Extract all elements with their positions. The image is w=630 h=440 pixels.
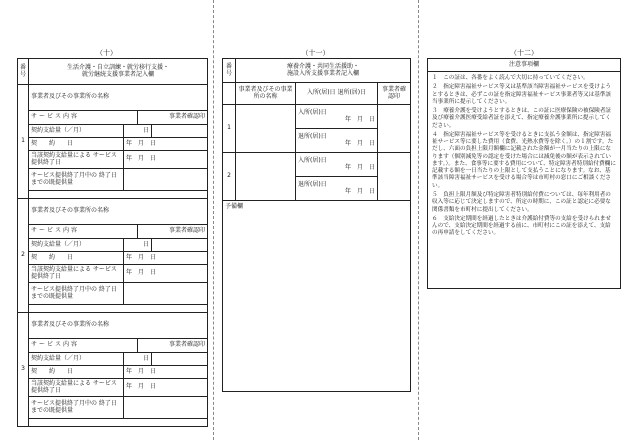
end-date-label: 当該契約支給量による サービス提供終了日 bbox=[29, 379, 124, 397]
table-title: 療養介護・共同生活援助・ 施設入所支援事業者記入欄 bbox=[236, 59, 411, 83]
panel-10 bbox=[0, 0, 213, 440]
end-date-label: 当該契約支給量による サービス提供終了日 bbox=[29, 265, 124, 283]
blank-header bbox=[223, 83, 236, 105]
service-label: サービス内容 bbox=[29, 111, 138, 125]
block-number: 2 bbox=[18, 199, 29, 313]
end-date-label: 当該契約支給量による サービス提供終了日 bbox=[29, 151, 124, 169]
notes-box bbox=[427, 58, 621, 289]
contract-date-label: 契 約 日 bbox=[29, 252, 124, 265]
note-item: ４ 指定障害福祉サービス等を受けるときに支払う金額は、指定障害福祉サービス等に要した費用（食費、光熱水費等を除く。）の１割です。ただし、六面の負担上限月額欄に記載された金額が一月当たりの上限になります（個別減免等の認定を受けた場合には減免後の額が表示されています。）。また、食事等に要する費用について、特定障害者特別給付費欄に記載する額を一日当たりの上限として支払うことになります。なお、基準該当障害福祉サービスを受ける場合等は市町村の窓口にご相談ください。 bbox=[432, 131, 616, 189]
service-label: サービス内容 bbox=[29, 339, 138, 353]
seal-box[interactable] bbox=[378, 153, 411, 201]
midmonth-label: サービス提供終了月中の 終了日までの既提供量 bbox=[29, 283, 124, 305]
notes-title: 注意事項欄 bbox=[428, 59, 620, 72]
provider-name-field[interactable]: 事業者及びその事業所の名称 bbox=[29, 85, 208, 111]
spacer-row bbox=[29, 419, 208, 427]
admission-table bbox=[222, 58, 411, 392]
amount-field[interactable] bbox=[124, 283, 208, 305]
provider-name-field[interactable] bbox=[236, 105, 296, 153]
row-number: 1 bbox=[223, 105, 236, 153]
reserve-label: 予備欄 bbox=[225, 203, 244, 210]
col-header-number: 番号 bbox=[223, 59, 236, 83]
page-number: （十二） bbox=[510, 49, 538, 57]
admission-date-field[interactable]: 入所(居)日 年 月 日 bbox=[296, 105, 378, 129]
provider-record-table bbox=[17, 58, 208, 427]
seal-box[interactable] bbox=[378, 105, 411, 153]
contract-date-label: 契 約 日 bbox=[29, 138, 124, 151]
seal-box[interactable] bbox=[152, 239, 208, 252]
note-item: ３ 療養介護を受けようとするときは、この証に医療保険の被保険者証及び療養介護医療受給者証を添えて、指定療養介護事業所に提示してください。 bbox=[432, 108, 612, 129]
seal-box[interactable] bbox=[152, 353, 208, 366]
date-field[interactable]: 年 月 日 bbox=[124, 138, 208, 151]
seal-box[interactable] bbox=[152, 125, 208, 138]
note-item: ２ 指定障害福祉サービス等又は基準該当障害福祉サービスを受けようとするときは、必ずこの証を指定障害福祉サービス事業者等又は基準該当事業所に提示してください。 bbox=[432, 84, 612, 105]
contract-amount-label: 契約支給量（／月） bbox=[29, 125, 124, 138]
date-field[interactable]: 年 月 日 bbox=[124, 379, 208, 397]
page-number: （十一） bbox=[301, 49, 330, 57]
col-header-number: 番号 bbox=[18, 59, 29, 85]
reserve-section[interactable] bbox=[223, 201, 411, 392]
service-label: サービス内容 bbox=[29, 225, 138, 239]
date-field[interactable]: 年 月 日 bbox=[124, 252, 208, 265]
contract-date-label: 契 約 日 bbox=[29, 366, 124, 379]
header-provider: 事業者及びその事業所の名称 bbox=[236, 83, 296, 105]
spacer-row bbox=[29, 191, 208, 199]
amount-field[interactable] bbox=[124, 169, 208, 191]
amount-field[interactable] bbox=[124, 397, 208, 419]
provider-name-field[interactable] bbox=[236, 153, 296, 201]
seal-label: 事業者確認印 bbox=[138, 225, 208, 239]
row-number: 2 bbox=[223, 153, 236, 201]
contract-amount-label: 契約支給量（／月） bbox=[29, 239, 124, 252]
spacer-row bbox=[29, 305, 208, 313]
panel-11 bbox=[213, 0, 418, 440]
day-unit: 日 bbox=[124, 239, 152, 252]
discharge-date-field[interactable]: 退所(居)日 年 月 日 bbox=[296, 129, 378, 153]
block-number: 3 bbox=[18, 313, 29, 427]
notes-list bbox=[428, 72, 620, 243]
seal-label: 事業者確認印 bbox=[138, 339, 208, 353]
note-item: １ この証は、各番をよく読んで大切に持っていてください。 bbox=[432, 75, 589, 81]
day-unit: 日 bbox=[124, 125, 152, 138]
discharge-date-field[interactable]: 退所(居)日 年 月 日 bbox=[296, 177, 378, 201]
date-field[interactable]: 年 月 日 bbox=[124, 265, 208, 283]
day-unit: 日 bbox=[124, 353, 152, 366]
panel-12 bbox=[418, 0, 630, 440]
midmonth-label: サービス提供終了月中の 終了日までの既提供量 bbox=[29, 169, 124, 191]
block-number: 1 bbox=[18, 85, 29, 199]
date-field[interactable]: 年 月 日 bbox=[124, 366, 208, 379]
header-seal: 事業者確認印 bbox=[378, 83, 411, 105]
table-title: 生活介護・自立訓練・就労移行支援・ 就労継続支援事業者記入欄 bbox=[29, 59, 208, 85]
date-field[interactable]: 年 月 日 bbox=[124, 151, 208, 169]
admission-date-field[interactable]: 入所(居)日 年 月 日 bbox=[296, 153, 378, 177]
provider-name-field[interactable]: 事業者及びその事業所の名称 bbox=[29, 199, 208, 225]
midmonth-label: サービス提供終了月中の 終了日までの既提供量 bbox=[29, 397, 124, 419]
contract-amount-label: 契約支給量（／月） bbox=[29, 353, 124, 366]
header-inout: 入所(居)日 退所(居)日 bbox=[296, 83, 378, 105]
provider-name-field[interactable]: 事業者及びその事業所の名称 bbox=[29, 313, 208, 339]
seal-label: 事業者確認印 bbox=[138, 111, 208, 125]
page-number: （十） bbox=[96, 49, 117, 57]
note-item: ６ 支給決定期間を経過したときは介護給付費等の支給を受けられませんので、支給決定期間を経過する前に、市町村にこの証を添えて、支給の再申請をしてください。 bbox=[432, 215, 612, 237]
note-item: ５ 負担上限月額及び特定障害者特別給付費については、毎年利用者の収入等に応じて決定しますので、所定の時期に、この証と認定に必要な関係書類を市町村に提出してください。 bbox=[432, 191, 611, 213]
